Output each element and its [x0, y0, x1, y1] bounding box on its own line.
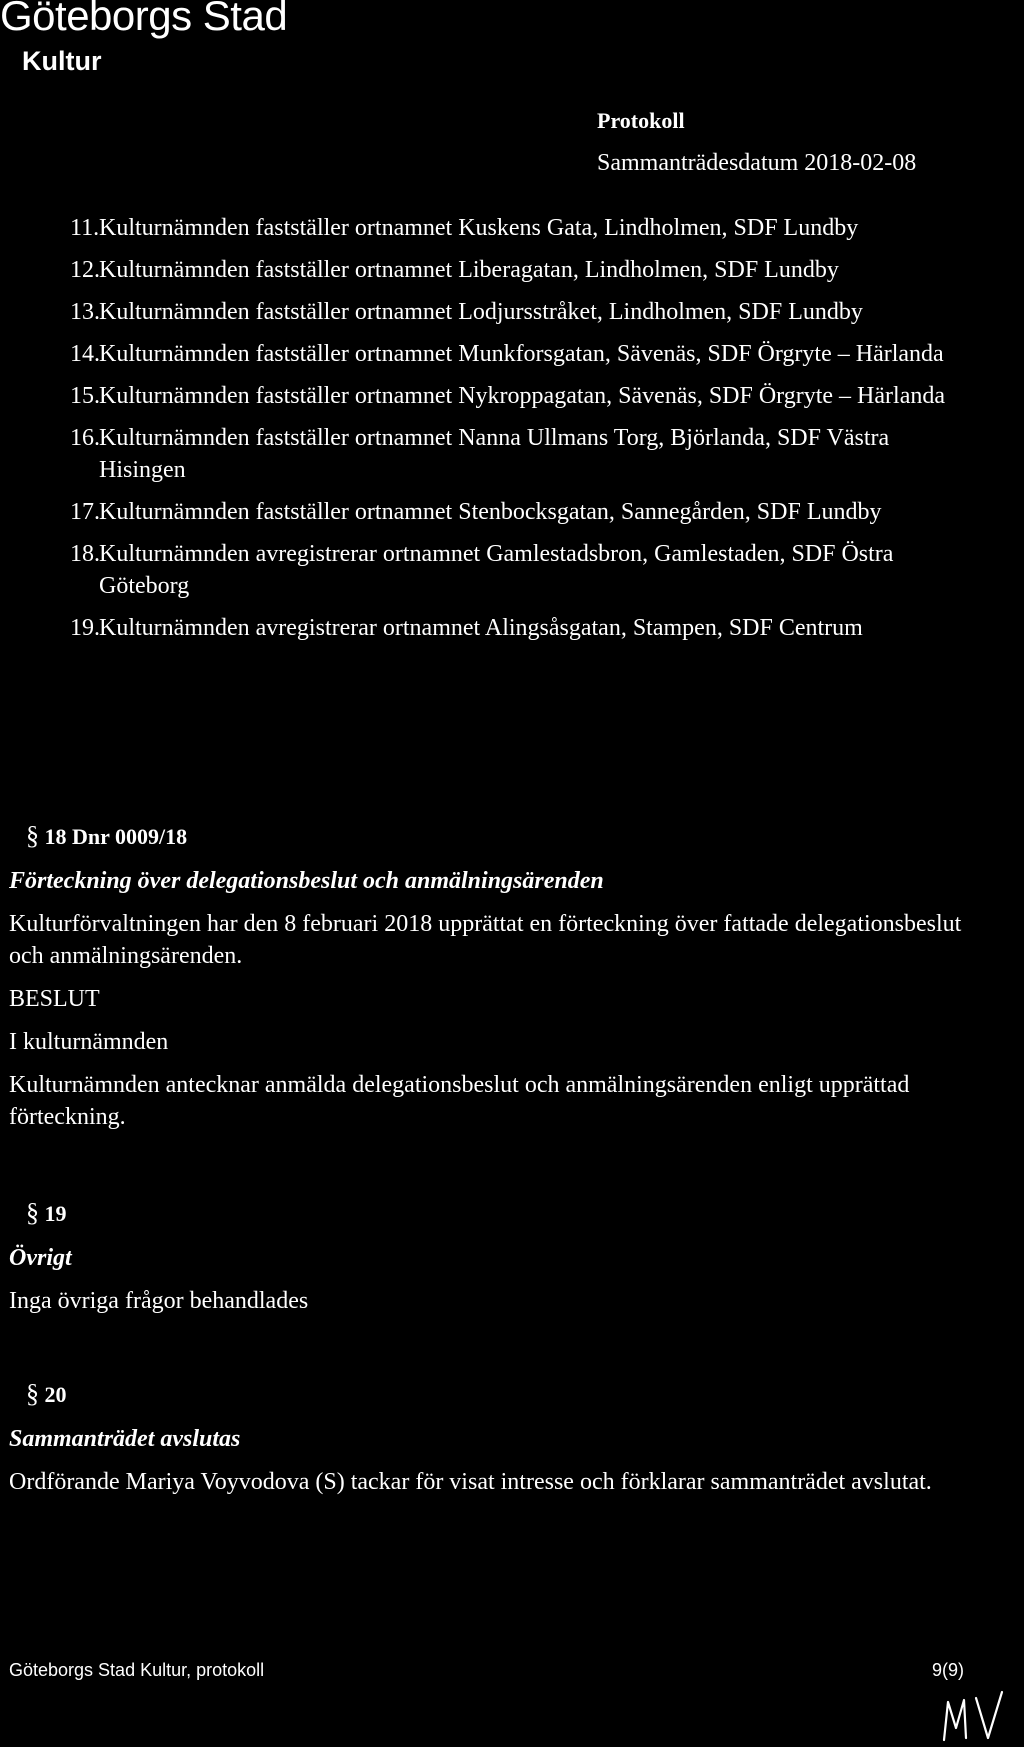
section-18 — [9, 820, 969, 1144]
decision-number: 19 . — [70, 612, 95, 644]
decision-item — [70, 538, 980, 602]
decision-item — [70, 212, 980, 244]
section-body: Kulturförvaltningen har den 8 februari 2018 upprättat en förteckning över fattade delegationsbeslut och anmälningsärenden. — [9, 911, 962, 969]
section-heading: § 18 Dnr 0009/18 — [26, 821, 188, 850]
decision-number: 11 . — [70, 212, 95, 244]
decision-item — [70, 338, 980, 370]
decision-number: 16 . — [70, 422, 95, 454]
decision-text: Kulturnämnden avregistrerar ortnamnet Gamlestadsbron, Gamlestaden, SDF Östra Göteborg — [99, 541, 894, 599]
section-body: Ordförande Mariya Voyvodova (S) tackar för visat intresse och förklarar sammanträdet avslutat. — [9, 1469, 932, 1495]
decision-number: 17 . — [70, 496, 95, 528]
section-19 — [9, 1197, 969, 1328]
decision-item — [70, 612, 980, 644]
section-title: Övrigt — [9, 1245, 72, 1271]
decision-text: Kulturnämnden fastställer ortnamnet Kuskens Gata, Lindholmen, SDF Lundby — [99, 215, 859, 241]
decision-text: Kulturnämnden fastställer ortnamnet Lodjursstråket, Lindholmen, SDF Lundby — [99, 299, 863, 325]
decision-number: 13 . — [70, 296, 95, 328]
section-20 — [9, 1378, 969, 1509]
decision-number: 15 . — [70, 380, 95, 412]
decision-text: Kulturnämnden fastställer ortnamnet Nanna Ullmans Torg, Björlanda, SDF Västra Hisingen — [99, 425, 890, 483]
decision-text: Kulturnämnden fastställer ortnamnet Nykroppagatan, Sävenäs, SDF Örgryte – Härlanda — [99, 383, 945, 409]
decision-label: BESLUT — [9, 986, 100, 1012]
decision-item — [70, 422, 980, 486]
section-body: Inga övriga frågor behandlades — [9, 1288, 309, 1314]
meeting-date: Sammanträdesdatum 2018-02-08 — [597, 150, 917, 176]
decision-number: 14 . — [70, 338, 95, 370]
decision-text: Kulturnämnden fastställer ortnamnet Munkforsgatan, Sävenäs, SDF Örgryte – Härlanda — [99, 341, 944, 367]
department-name: Kultur — [22, 46, 102, 76]
decision-list — [70, 212, 980, 654]
section-title: Sammanträdet avslutas — [9, 1426, 241, 1452]
decision-item — [70, 254, 980, 286]
footer-text: Göteborgs Stad Kultur, protokoll — [9, 1660, 265, 1680]
section-title: Förteckning över delegationsbeslut och anmälningsärenden — [9, 868, 604, 894]
decision-text: Kulturnämnden fastställer ortnamnet Stenbocksgatan, Sannegården, SDF Lundby — [99, 499, 882, 525]
page-number: 9(9) — [932, 1660, 965, 1680]
decision-text: Kulturnämnden fastställer ortnamnet Liberagatan, Lindholmen, SDF Lundby — [99, 257, 839, 283]
handwritten-initials — [940, 1688, 1010, 1744]
decision-item — [70, 496, 980, 528]
decision-item — [70, 296, 980, 328]
decision-scope: I kulturnämnden — [9, 1029, 169, 1055]
decision-text: Kulturnämnden avregistrerar ortnamnet Alingsåsgatan, Stampen, SDF Centrum — [99, 615, 863, 641]
section-heading: § 19 — [26, 1198, 67, 1227]
decision-text: Kulturnämnden antecknar anmälda delegationsbeslut och anmälningsärenden enligt upprättad förteckning. — [9, 1072, 910, 1130]
decision-number: 18 . — [70, 538, 95, 570]
decision-item — [70, 380, 980, 412]
section-heading: § 20 — [26, 1379, 67, 1408]
decision-number: 12 . — [70, 254, 95, 286]
org-name: Göteborgs Stad — [0, 0, 288, 39]
document-type: Protokoll — [597, 108, 685, 133]
